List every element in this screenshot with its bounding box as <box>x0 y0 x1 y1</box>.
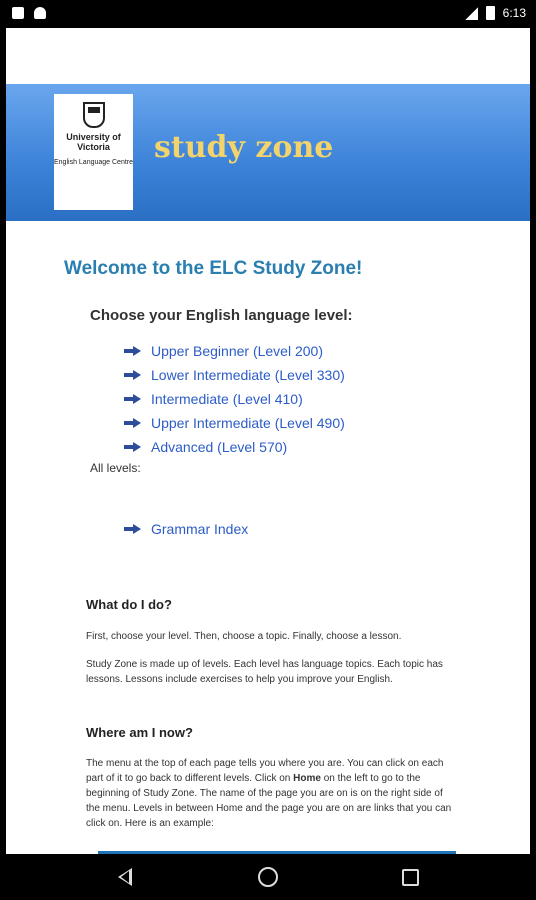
logo-university: University of Victoria <box>66 132 121 152</box>
signal-icon <box>465 7 478 20</box>
page-title: Welcome to the ELC Study Zone! <box>64 258 363 279</box>
list-item <box>124 339 345 363</box>
where-text-b: on the left to go to the beginning of Study Zone. The name of the page you are on is on the right side of the menu. Levels in between Home and the page you are on are links that you can click on. Here is an example: <box>86 773 452 829</box>
level-link-410[interactable]: Intermediate (Level 410) <box>151 391 303 407</box>
where-text-home: Home <box>293 773 321 784</box>
home-icon[interactable] <box>258 867 278 887</box>
web-viewport[interactable] <box>6 28 530 854</box>
recent-apps-icon[interactable] <box>402 869 419 886</box>
list-item <box>124 435 345 459</box>
crest-icon <box>83 102 105 128</box>
arrow-right-icon <box>124 394 141 404</box>
where-text <box>86 756 456 831</box>
all-levels-label: All levels: <box>90 461 141 475</box>
what-text-2: Study Zone is made up of levels. Each level has language topics. Each topic has lessons. Lessons include exercises to help you improve your English. <box>86 659 443 685</box>
level-link-200[interactable]: Upper Beginner (Level 200) <box>151 343 323 359</box>
battery-icon <box>486 6 495 20</box>
android-nav-bar <box>0 854 536 900</box>
where-text-a: The menu at the top of each page tells you where you are. You can click on each part of it to go back to different levels. Click on <box>86 758 444 784</box>
what-text-1: First, choose your level. Then, choose a topic. Finally, choose a lesson. <box>86 631 402 642</box>
android-icon <box>34 7 46 19</box>
level-link-570[interactable]: Advanced (Level 570) <box>151 439 288 455</box>
grammar-index-link[interactable]: Grammar Index <box>151 521 249 537</box>
list-item <box>124 363 345 387</box>
list-item <box>124 387 345 411</box>
notification-icon <box>12 7 24 19</box>
arrow-right-icon <box>124 418 141 428</box>
back-icon[interactable] <box>118 868 132 886</box>
level-link-490[interactable]: Upper Intermediate (Level 490) <box>151 415 345 431</box>
level-link-330[interactable]: Lower Intermediate (Level 330) <box>151 367 345 383</box>
status-bar <box>0 0 536 28</box>
list-item <box>124 411 345 435</box>
logo-centre: English Language Centre <box>54 159 134 166</box>
arrow-right-icon <box>124 346 141 356</box>
level-list <box>124 339 345 459</box>
what-heading: What do I do? <box>86 597 172 612</box>
level-heading: Choose your English language level: <box>90 307 353 324</box>
clock: 6:13 <box>502 6 526 20</box>
grammar-index-item <box>124 521 248 537</box>
arrow-right-icon <box>124 370 141 380</box>
where-heading: Where am I now? <box>86 725 193 740</box>
arrow-right-icon <box>124 442 141 452</box>
arrow-right-icon <box>124 524 141 534</box>
site-title: study zone <box>154 130 334 165</box>
uvic-logo[interactable] <box>54 94 133 210</box>
